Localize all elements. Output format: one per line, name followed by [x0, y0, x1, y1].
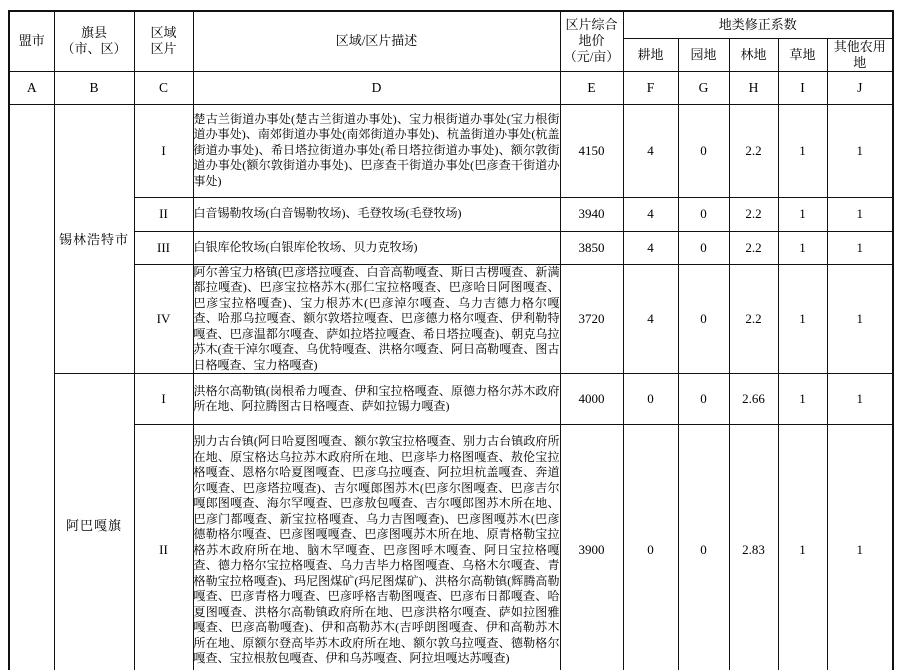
coeff-forest-cell: 2.2: [729, 231, 778, 264]
description-cell: 白银库伦牧场(白银库伦牧场、贝力克牧场): [193, 231, 560, 264]
price-cell: 3850: [560, 231, 623, 264]
price-cell: 3940: [560, 197, 623, 231]
header-coeff-group: [623, 11, 893, 38]
coeff-grass-cell: 1: [778, 104, 827, 197]
coeff-grass-cell: 1: [778, 264, 827, 374]
coeff-other-cell: 1: [827, 104, 893, 197]
coeff-forest-cell: 2.83: [729, 425, 778, 670]
coeff-grass-cell: 1: [778, 197, 827, 231]
zone-cell: II: [134, 425, 193, 670]
coeff-grass-cell: 1: [778, 425, 827, 670]
header-row-group: [9, 11, 893, 38]
coeff-other-cell: 1: [827, 197, 893, 231]
column-letter-h: H: [729, 71, 778, 104]
column-letter-i: I: [778, 71, 827, 104]
header-banner-line1: 旗县: [80, 25, 107, 41]
coeff-other-cell: 1: [827, 425, 893, 670]
header-coeff-other: 其他农用地: [827, 38, 893, 71]
coeff-other-cell: 1: [827, 374, 893, 425]
header-description-label: 区域/区片描述: [335, 33, 418, 49]
header-price-line1: 区片综合: [565, 17, 618, 33]
header-coeff-forest: 林地: [729, 38, 778, 71]
header-league-label: 盟市: [18, 33, 45, 49]
price-cell: 4150: [560, 104, 623, 197]
header-price-line3: （元/亩）: [563, 49, 620, 65]
coeff-forest-cell: 2.2: [729, 197, 778, 231]
coeff-garden-cell: 0: [678, 104, 729, 197]
coeff-forest-cell: 2.2: [729, 104, 778, 197]
description-cell: 阿尔善宝力格镇(巴彦塔拉嘎查、白音高勒嘎查、斯日古楞嘎查、新满都拉嘎查)、巴彦宝拉格苏木(那仁宝拉格嘎查、巴彦哈日阿图嘎查、巴彦宝拉格嘎查)、宝力根苏木(巴彦淖尔嘎查、乌力吉德力格尔嘎查、哈那乌拉嘎查、额尔敦塔拉嘎查、巴彦德力格尔嘎查、伊利勒特嘎查、巴彦温都尔嘎查、萨如拉塔拉嘎查、希日塔拉嘎查)、朝克乌拉苏木(查干淖尔嘎查、乌优特嘎查、洪格尔嘎查、阿日高勒嘎查、图古日格嘎查、宝力格嘎查): [193, 264, 560, 372]
header-league: [9, 11, 54, 71]
header-coeff-farmland: 耕地: [623, 38, 678, 71]
coeff-farmland-cell: 4: [623, 264, 678, 374]
header-banner: [54, 11, 134, 71]
coeff-garden-cell: 0: [678, 425, 729, 670]
coeff-other-cell: 1: [827, 264, 893, 374]
header-coeff-garden: 园地: [678, 38, 729, 71]
header-price-line2: 地价: [578, 33, 605, 49]
table-row: [9, 264, 893, 374]
banner-cell-xilinhot: 锡林浩特市: [54, 104, 134, 374]
coeff-garden-cell: 0: [678, 374, 729, 425]
header-zone-line1: 区域: [150, 25, 177, 41]
banner-cell-abag: 阿巴嘎旗: [54, 374, 134, 670]
column-letter-c: C: [134, 71, 193, 104]
column-letter-f: F: [623, 71, 678, 104]
coeff-garden-cell: 0: [678, 264, 729, 374]
coeff-farmland-cell: 0: [623, 374, 678, 425]
header-coeff-grass: 草地: [778, 38, 827, 71]
table-row: [9, 197, 893, 231]
column-letter-row: [9, 71, 893, 104]
table-row: [9, 374, 893, 425]
coeff-garden-cell: 0: [678, 197, 729, 231]
zone-cell: IV: [134, 264, 193, 374]
coeff-garden-cell: 0: [678, 231, 729, 264]
coeff-grass-cell: 1: [778, 231, 827, 264]
coeff-grass-cell: 1: [778, 374, 827, 425]
price-cell: 3900: [560, 425, 623, 670]
zone-cell: III: [134, 231, 193, 264]
column-letter-a: A: [9, 71, 54, 104]
coeff-farmland-cell: 4: [623, 197, 678, 231]
column-letter-e: E: [560, 71, 623, 104]
zone-cell: II: [134, 197, 193, 231]
land-price-table: [8, 10, 894, 670]
table-row: [9, 425, 893, 670]
league-cell-empty: [9, 104, 54, 670]
column-letter-j: J: [827, 71, 893, 104]
coeff-farmland-cell: 0: [623, 425, 678, 670]
header-zone: [134, 11, 193, 71]
header-price: [560, 11, 623, 71]
header-zone-line2: 区片: [150, 41, 177, 57]
coeff-farmland-cell: 4: [623, 231, 678, 264]
coeff-forest-cell: 2.2: [729, 264, 778, 374]
coeff-forest-cell: 2.66: [729, 374, 778, 425]
column-letter-b: B: [54, 71, 134, 104]
coeff-other-cell: 1: [827, 231, 893, 264]
header-coeff-group-label: 地类修正系数: [718, 16, 797, 32]
table-row: [9, 231, 893, 264]
price-cell: 3720: [560, 264, 623, 374]
header-description: [193, 11, 560, 71]
description-cell: 楚古兰街道办事处(楚古兰街道办事处)、宝力根街道办事处(宝力根街道办事处)、南郊街道办事处(南郊街道办事处)、杭盖街道办事处(杭盖街道办事处)、希日塔拉街道办事处(希日塔拉街道办事处)、额尔敦街道办事处(额尔敦街道办事处)、巴彦查干街道办事处(巴彦查干街道办事处): [193, 104, 560, 197]
coeff-farmland-cell: 4: [623, 104, 678, 197]
description-cell: 别力古台镇(阿日哈夏图嘎查、额尔敦宝拉格嘎查、别力古台镇政府所在地、原宝格达乌拉苏木政府所在地、巴彦毕力格图嘎查、敖伦宝拉格嘎查、恩格尔哈夏图嘎查、巴彦乌拉嘎查、阿拉坦杭盖嘎查、奔道尔嘎查、巴彦塔拉嘎查)、吉尔嘎郎图苏木(巴彦尔图嘎查、巴彦吉尔嘎郎图嘎查、海尔罕嘎查、巴彦敖包嘎查、吉尔嘎郎图苏木所在地、巴彦门都嘎查、新宝拉格嘎查、乌力吉图嘎查)、巴彦图嘎苏木(巴彦德勒格尔嘎查、巴彦图嘎嘎查、巴彦图嘎苏木所在地、原青格勒宝拉格苏木政府所在地、脑木罕嘎查、巴彦图呼木嘎查、阿日宝拉格嘎查、德力格尔宝拉格嘎查、乌力吉毕力格图嘎查、乌格木尔嘎查、青格勒宝拉格嘎查)、玛尼图煤矿(玛尼图煤矿)、洪格尔高勒镇(辉腾高勒嘎查、巴彦青格力嘎查、巴彦呼格吉勒图嘎查、巴彦布日都嘎查、哈夏图嘎查、洪格尔高勒镇政府所在地、巴彦洪格尔嘎查、萨如拉图雅嘎查、巴彦高勒嘎查)、伊和高勒苏木(吉呼朗图嘎查、伊和高勒苏木所在地、原额尔登高毕苏木政府所在地、额尔敦乌拉嘎查、德勒格尔嘎查、宝拉根敖包嘎查、伊和乌苏嘎查、阿拉坦嘎达苏嘎查): [193, 425, 560, 670]
zone-cell: I: [134, 374, 193, 425]
description-cell: 洪格尔高勒镇(岗根希力嘎查、伊和宝拉格嘎查、原德力格尔苏木政府所在地、阿拉腾图古日格嘎查、萨如拉锡力嘎查): [193, 374, 560, 425]
description-cell: 白音锡勒牧场(白音锡勒牧场)、毛登牧场(毛登牧场): [193, 197, 560, 231]
column-letter-g: G: [678, 71, 729, 104]
column-letter-d: D: [193, 71, 560, 104]
zone-cell: I: [134, 104, 193, 197]
header-banner-line2: （市、区）: [61, 41, 127, 57]
price-cell: 4000: [560, 374, 623, 425]
table-row: [9, 104, 893, 197]
